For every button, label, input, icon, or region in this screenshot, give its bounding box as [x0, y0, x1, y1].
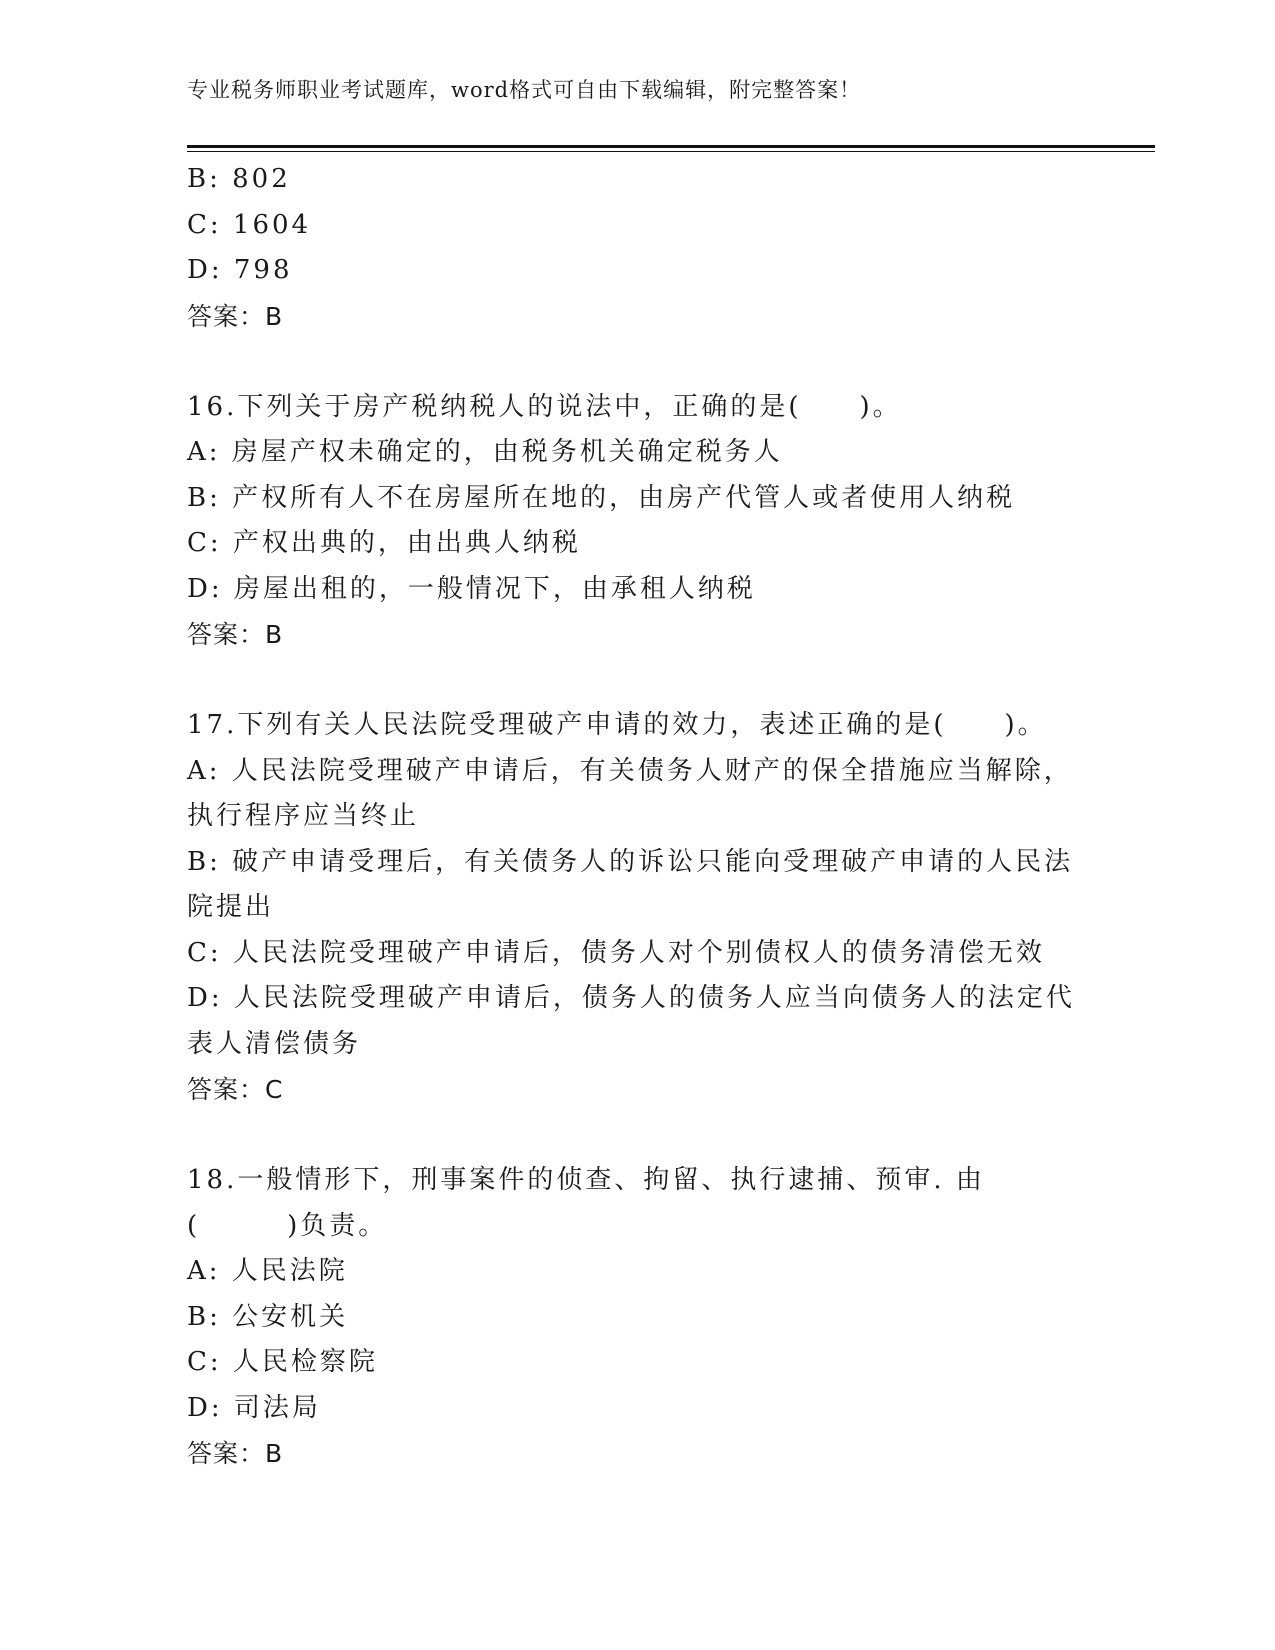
option-a-line-1: A: 人民法院受理破产申请后，有关债务人财产的保全措施应当解除，	[187, 755, 1073, 786]
question-stem: 16.下列关于房产税纳税人的说法中，正确的是( )。	[187, 391, 902, 422]
answer-label: 答案：B	[187, 620, 284, 649]
spacer	[187, 658, 1087, 704]
question-stem-line-1: 18.一般情形下，刑事案件的侦查、拘留、执行逮捕、预审. 由	[187, 1165, 985, 1195]
option-a: A: 人民法院	[187, 1256, 348, 1286]
option-c: C: 1604	[187, 209, 312, 240]
answer-label: 答案：C	[187, 1075, 284, 1104]
option-d: D: 798	[187, 255, 293, 285]
question-stem: 17.下列有关人民法院受理破产申请的效力，表述正确的是( )。	[187, 710, 1047, 740]
option-c: C: 产权出典的，由出典人纳税	[187, 528, 581, 558]
question-18	[187, 1158, 1087, 1477]
option-a-line-2: 执行程序应当终止	[187, 801, 420, 831]
header-divider-thin	[187, 151, 1155, 152]
option-d: D: 司法局	[187, 1392, 321, 1423]
option-b: B: 公安机关	[187, 1301, 349, 1332]
option-c: C: 人民检察院	[187, 1347, 378, 1377]
exam-content	[187, 157, 1087, 1477]
question-stem-line-2: ( )负责。	[187, 1210, 388, 1241]
option-b: B: 产权所有人不在房屋所在地的，由房产代管人或者使用人纳税	[187, 482, 1016, 513]
option-d: D: 房屋出租的，一般情况下，由承租人纳税	[187, 573, 756, 604]
question-16	[187, 385, 1087, 658]
option-b: B: 802	[187, 164, 291, 194]
answer-label: 答案：B	[187, 301, 284, 331]
spacer	[187, 1113, 1087, 1159]
question-15-partial	[187, 157, 1087, 339]
page-header-text: 专业税务师职业考试题库，word格式可自由下载编辑，附完整答案！	[187, 78, 862, 102]
answer-label: 答案：B	[187, 1439, 284, 1468]
spacer	[187, 339, 1087, 385]
option-d-line-1: D: 人民法院受理破产申请后，债务人的债务人应当向债务人的法定代	[187, 983, 1075, 1013]
question-17	[187, 703, 1087, 1113]
option-d-line-2: 表人清偿债务	[187, 1028, 362, 1059]
option-a: A: 房屋产权未确定的，由税务机关确定税务人	[187, 437, 783, 467]
header-divider-thick	[187, 145, 1155, 148]
option-b-line-1: B: 破产申请受理后，有关债务人的诉讼只能向受理破产申请的人民法	[187, 846, 1074, 877]
option-c: C: 人民法院受理破产申请后，债务人对个别债权人的债务清偿无效	[187, 937, 1045, 968]
option-b-line-2: 院提出	[187, 892, 275, 922]
